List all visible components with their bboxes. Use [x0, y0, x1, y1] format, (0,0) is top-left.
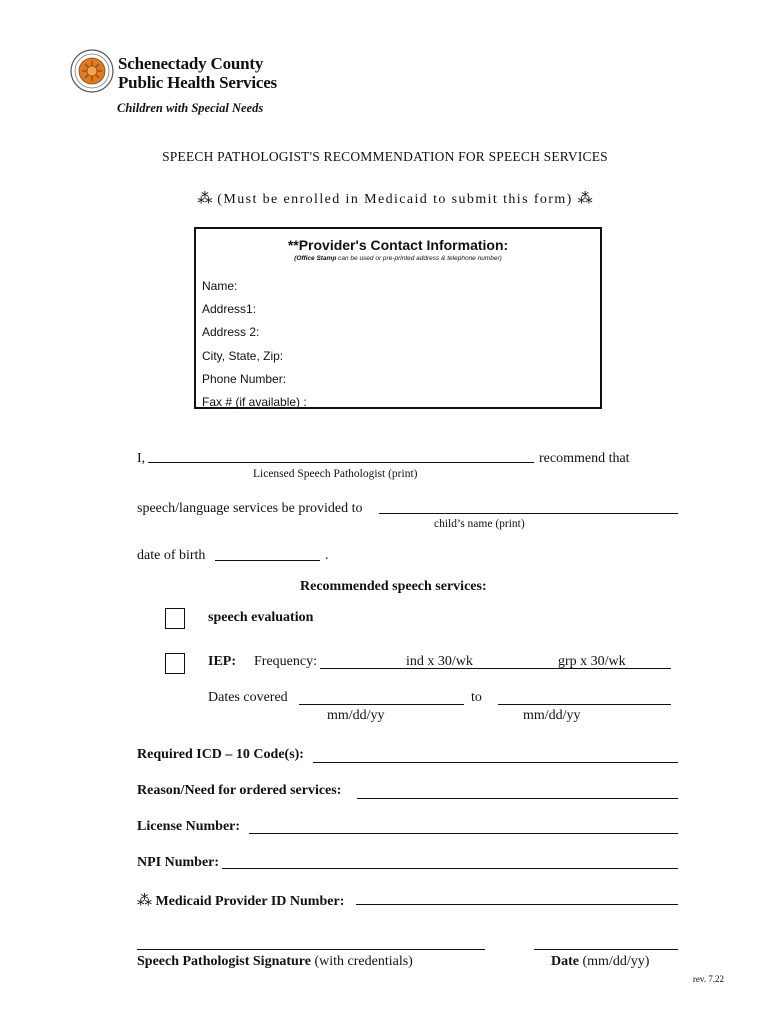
iep-label: IEP: [208, 654, 236, 669]
speech-evaluation-label: speech evaluation [208, 610, 314, 625]
reason-input-line[interactable] [357, 798, 678, 799]
provider-city-state-zip-field[interactable]: City, State, Zip: [202, 349, 284, 363]
medicaid-note [0, 189, 770, 208]
dob-period: . [325, 548, 329, 563]
recommend-text: recommend that [539, 451, 630, 466]
icd-code-label: Required ICD – 10 Code(s): [137, 747, 304, 762]
services-heading: Recommended speech services: [300, 579, 487, 594]
signature-label [137, 954, 413, 970]
npi-number-label: NPI Number: [137, 855, 220, 870]
start-date-format: mm/dd/yy [327, 708, 385, 723]
provider-name-field[interactable]: Name: [202, 279, 238, 293]
signature-label-rest: (with credentials) [310, 954, 413, 969]
provided-to-text: speech/language services be provided to [137, 501, 363, 516]
provider-phone-field[interactable]: Phone Number: [202, 372, 287, 386]
signature-label-bold: Speech Pathologist Signature [137, 954, 311, 969]
npi-number-input-line[interactable] [222, 868, 678, 869]
provider-address2-field[interactable]: Address 2: [202, 325, 260, 339]
dob-input-line[interactable] [215, 560, 320, 561]
dob-label: date of birth [137, 548, 206, 563]
office-stamp-label: (Office Stamp [294, 255, 337, 262]
to-label: to [471, 690, 482, 705]
office-stamp-note: can be used or pre-printed address & telephone number) [336, 255, 502, 262]
provider-address1-field[interactable]: Address1: [202, 302, 257, 316]
end-date-format: mm/dd/yy [523, 708, 581, 723]
org-name-line1: Schenectady County [118, 54, 264, 73]
child-name-caption: child’s name (print) [434, 518, 525, 530]
medicaid-note-text: (Must be enrolled in Medicaid to submit this form) [217, 192, 573, 207]
icd-code-input-line[interactable] [313, 762, 678, 763]
provider-fax-field[interactable]: Fax # (if available) : [202, 395, 307, 409]
license-number-input-line[interactable] [249, 833, 678, 834]
signature-input-line[interactable] [137, 949, 485, 950]
form-title: SPEECH PATHOLOGIST'S RECOMMENDATION FOR SPEECH SERVICES [162, 149, 608, 164]
reason-label: Reason/Need for ordered services: [137, 783, 342, 798]
organization-name [118, 54, 277, 92]
medicaid-id-label [137, 891, 344, 910]
asterism-icon: ⁂ [577, 191, 593, 207]
speech-evaluation-checkbox[interactable] [165, 608, 185, 629]
medicaid-id-text: Medicaid Provider ID Number: [155, 894, 345, 909]
slp-name-input-line[interactable] [148, 462, 534, 463]
medicaid-id-input-line[interactable] [356, 904, 678, 905]
date-label-rest: (mm/dd/yy) [579, 954, 650, 969]
org-name-line2: Public Health Services [118, 73, 277, 92]
individual-frequency-option: ind x 30/wk [406, 654, 473, 669]
county-seal-logo [70, 49, 114, 93]
dates-covered-label: Dates covered [208, 690, 288, 705]
child-name-input-line[interactable] [379, 513, 678, 514]
license-number-label: License Number: [137, 819, 241, 834]
provider-contact-box [194, 227, 602, 409]
date-label [551, 954, 649, 970]
date-label-bold: Date [551, 954, 579, 969]
provider-box-subtitle [196, 255, 600, 262]
start-date-input-line[interactable] [299, 704, 464, 705]
group-frequency-option: grp x 30/wk [558, 654, 626, 669]
iep-checkbox[interactable] [165, 653, 185, 674]
provider-box-title: **Provider's Contact Information: [287, 237, 509, 253]
revision-label: rev. 7.22 [692, 974, 724, 984]
date-input-line[interactable] [534, 949, 678, 950]
asterism-icon: ⁂ [137, 893, 152, 909]
program-name: Children with Special Needs [117, 101, 264, 115]
slp-name-caption: Licensed Speech Pathologist (print) [253, 468, 418, 480]
end-date-input-line[interactable] [498, 704, 671, 705]
asterism-icon: ⁂ [197, 191, 213, 207]
i-label: I, [137, 451, 146, 466]
frequency-label: Frequency: [254, 654, 317, 669]
